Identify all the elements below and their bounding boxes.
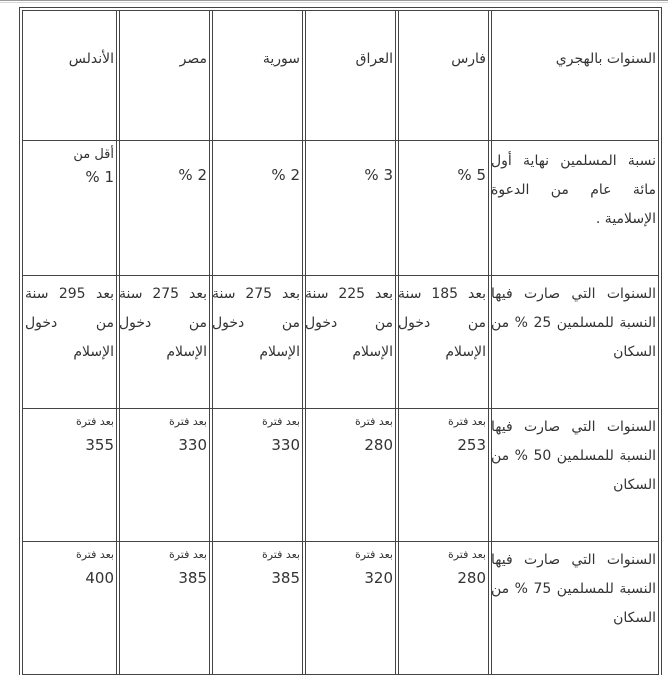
row-label: السنوات التي صارت فيها النسبة للمسلمين 75 % من السكان [491, 552, 656, 626]
cell-value: 1 % [85, 168, 114, 186]
table-cell [23, 276, 116, 409]
table-cell [395, 542, 488, 674]
cell-value: 385 [271, 569, 300, 587]
table-cell [23, 542, 116, 674]
cell-prefix: بعد فترة [354, 415, 393, 428]
cell-prefix: بعد فترة [447, 548, 486, 561]
row-label-cell [488, 141, 658, 276]
table-cell [395, 141, 488, 276]
cell-value: 320 [364, 569, 393, 587]
header-cell-iraq: العراق [302, 11, 395, 141]
cell-prefix: بعد فترة [168, 548, 207, 561]
header-cell-egypt: مصر [116, 11, 209, 141]
table-row [23, 542, 658, 674]
cell-prefix: أقل من [73, 147, 114, 162]
cell-value: 253 [457, 436, 486, 454]
cell-value: 330 [178, 436, 207, 454]
row-label-cell [488, 276, 658, 409]
table-cell [23, 141, 116, 276]
cell-prefix: بعد فترة [75, 548, 114, 561]
row-label: السنوات التي صارت فيها النسبة للمسلمين 50 % من السكان [491, 419, 656, 493]
cell-value: 330 [271, 436, 300, 454]
cell-value: 2 % [178, 166, 207, 184]
row-label-cell [488, 409, 658, 542]
cell-value: 400 [85, 569, 114, 587]
cell-prefix: بعد فترة [354, 548, 393, 561]
table-cell [209, 141, 302, 276]
cell-value: بعد 185 سنة من دخول الإسلام [398, 286, 486, 360]
table-cell [395, 409, 488, 542]
cell-prefix: بعد فترة [447, 415, 486, 428]
cell-value: بعد 275 سنة من دخول الإسلام [119, 286, 207, 360]
row-label: السنوات التي صارت فيها النسبة للمسلمين 25 % من السكان [491, 286, 656, 360]
table-cell [209, 409, 302, 542]
header-cell-andalusia: الأندلس [23, 11, 116, 141]
row-label-cell [488, 542, 658, 674]
header-cell-persia: فارس [395, 11, 488, 141]
cell-value: 280 [364, 436, 393, 454]
cell-value: 2 % [271, 166, 300, 184]
table-cell [116, 409, 209, 542]
table-cell [302, 276, 395, 409]
row-label: نسبة المسلمين نهاية أول مائة عام من الدعوة الإسلامية . [491, 153, 656, 227]
table-row [23, 409, 658, 542]
cell-value: 355 [85, 436, 114, 454]
cell-prefix: بعد فترة [261, 548, 300, 561]
table-cell [116, 542, 209, 674]
cell-value: 280 [457, 569, 486, 587]
cell-value: 3 % [364, 166, 393, 184]
cell-value: 5 % [457, 166, 486, 184]
cell-value: 385 [178, 569, 207, 587]
muslim-population-table [22, 10, 659, 675]
cell-prefix: بعد فترة [261, 415, 300, 428]
table-cell [209, 542, 302, 674]
header-cell-years: السنوات بالهجري [488, 11, 658, 141]
table-cell [209, 276, 302, 409]
table-cell [302, 141, 395, 276]
cell-value: بعد 225 سنة من دخول الإسلام [305, 286, 393, 360]
cell-prefix: بعد فترة [75, 415, 114, 428]
cell-value: بعد 275 سنة من دخول الإسلام [212, 286, 300, 360]
table-cell [302, 409, 395, 542]
table-cell [23, 409, 116, 542]
table-header-row [23, 11, 658, 141]
header-cell-syria: سورية [209, 11, 302, 141]
table-row [23, 276, 658, 409]
table-row [23, 141, 658, 276]
table-cell [116, 276, 209, 409]
cell-value: بعد 295 سنة من دخول الإسلام [25, 286, 114, 360]
table-cell [395, 276, 488, 409]
table-cell [302, 542, 395, 674]
cell-prefix: بعد فترة [168, 415, 207, 428]
top-rule [0, 0, 668, 3]
table-cell [116, 141, 209, 276]
